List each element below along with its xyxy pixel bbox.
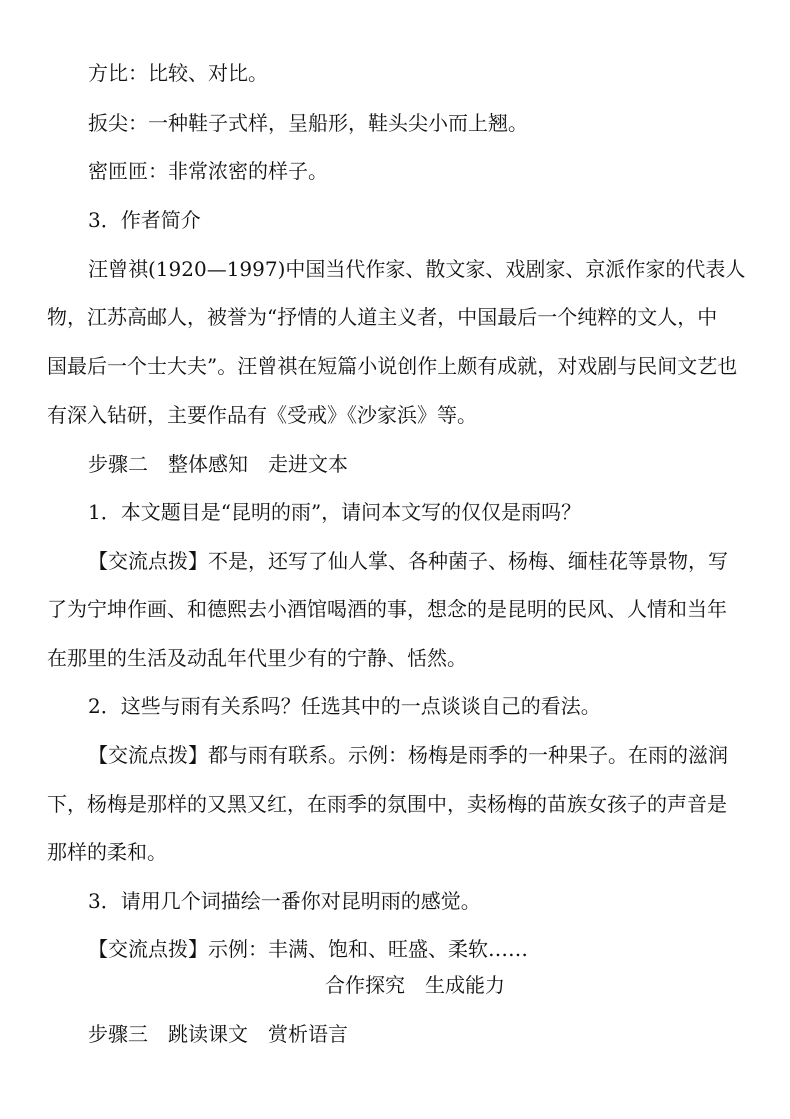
question-3: 3．请用几个词描绘一番你对昆明雨的感觉。 — [88, 889, 481, 913]
question-2: 2．这些与雨有关系吗？任选其中的一点谈谈自己的看法。 — [88, 694, 601, 718]
step-three-heading: 步骤三 跳读课文 赏析语言 — [88, 1022, 348, 1046]
author-bio-line-4: 有深入钻研，主要作品有《受戒》《沙家浜》等。 — [47, 403, 477, 427]
answer-1-line-1: 【交流点拨】不是，还写了仙人掌、各种菌子、杨梅、缅桂花等景物，写 — [88, 549, 728, 573]
answer-2-line-2: 下，杨梅是那样的又黑又红，在雨季的氛围中，卖杨梅的苗族女孩子的声音是 — [47, 792, 727, 816]
glossary-mizaza: 密匝匝：非常浓密的样子。 — [88, 159, 328, 183]
answer-3: 【交流点拨】示例：丰满、饱和、旺盛、柔软…… — [88, 937, 528, 961]
cooperative-inquiry-heading: 合作探究 生成能力 — [325, 973, 505, 997]
answer-2-line-3: 那样的柔和。 — [47, 840, 167, 864]
author-bio-line-2: 物，江苏高邮人，被誉为“抒情的人道主义者，中国最后一个纯粹的文人，中 — [47, 305, 718, 329]
question-1: 1．本文题目是“昆明的雨”，请问本文写的仅仅是雨吗？ — [88, 500, 582, 524]
section-author-intro-heading: 3．作者简介 — [88, 208, 201, 232]
step-two-heading: 步骤二 整体感知 走进文本 — [88, 452, 348, 476]
author-bio-line-1: 汪曾祺(1920—1997)中国当代作家、散文家、戏剧家、京派作家的代表人 — [88, 257, 746, 281]
answer-1-line-2: 了为宁坤作画、和德熙去小酒馆喝酒的事，想念的是昆明的民风、人情和当年 — [47, 597, 727, 621]
glossary-fangbi: 方比：比较、对比。 — [88, 61, 268, 85]
glossary-banjian: 扳尖：一种鞋子式样，呈船形，鞋头尖小而上翘。 — [88, 111, 528, 135]
author-bio-line-3: 国最后一个士大夫”。汪曾祺在短篇小说创作上颇有成就，对戏剧与民间文艺也 — [47, 354, 738, 378]
answer-2-line-1: 【交流点拨】都与雨有联系。示例：杨梅是雨季的一种果子。在雨的滋润 — [88, 743, 728, 767]
answer-1-line-3: 在那里的生活及动乱年代里少有的宁静、恬然。 — [47, 646, 467, 670]
